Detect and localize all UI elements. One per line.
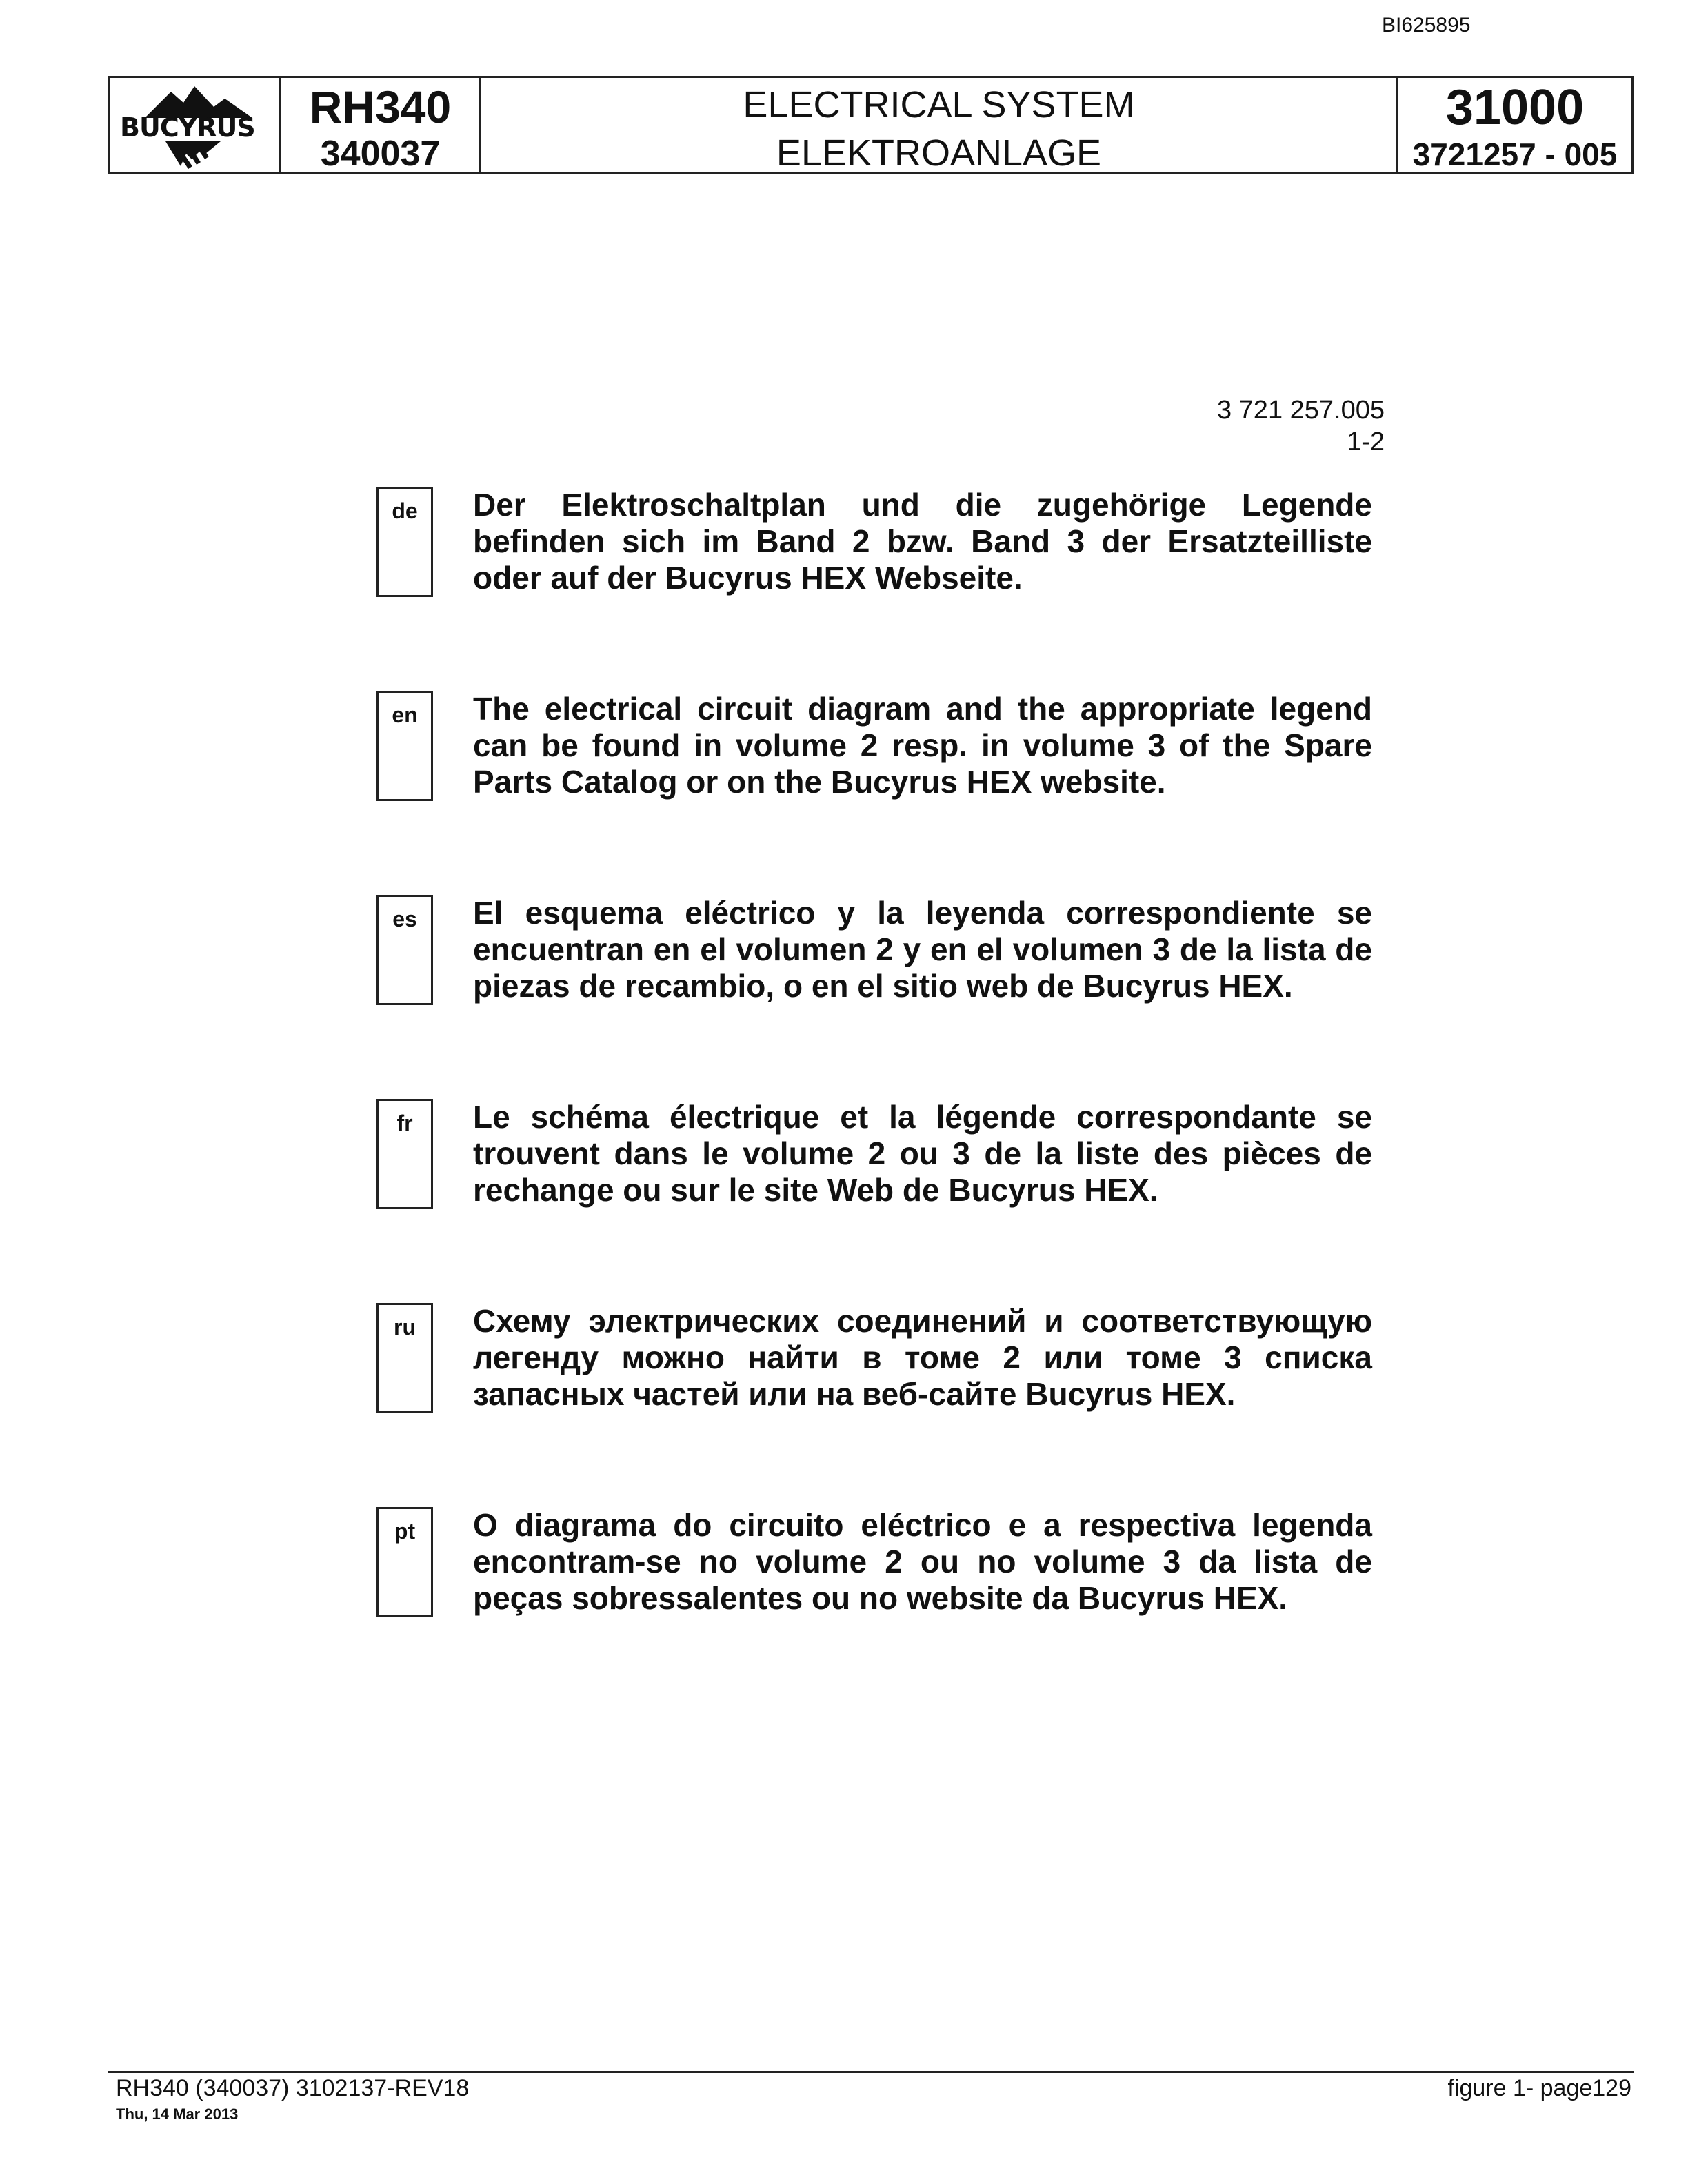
language-block-es bbox=[376, 895, 1372, 1012]
language-code-box: pt bbox=[376, 1507, 433, 1617]
title-german: ELEKTROANLAGE bbox=[776, 132, 1102, 174]
language-code-box: fr bbox=[376, 1099, 433, 1209]
reference-number: 3 721 257.005 bbox=[1216, 396, 1385, 425]
logo-cell bbox=[110, 78, 281, 172]
logo-wordmark: BUCYRUS bbox=[120, 112, 255, 143]
footer-document-ref: RH340 (340037) 3102137-REV18 bbox=[116, 2075, 470, 2101]
title-block bbox=[108, 76, 1634, 174]
number-cell bbox=[1398, 78, 1631, 172]
model-cell bbox=[281, 78, 481, 172]
footer-date: Thu, 14 Mar 2013 bbox=[116, 2105, 239, 2123]
language-text: Le schéma électrique et la légende correspondante se trouvent dans le volume 2 ou 3 de la liste des pièces de rechange ou sur le site Web de Bucyrus HEX. bbox=[473, 1099, 1372, 1208]
language-code-box: de bbox=[376, 487, 433, 597]
language-block-ru bbox=[376, 1303, 1372, 1420]
language-code-box: ru bbox=[376, 1303, 433, 1413]
footer-page-ref: figure 1- page129 bbox=[1447, 2075, 1631, 2101]
title-cell bbox=[481, 78, 1398, 172]
part-number: 3721257 - 005 bbox=[1412, 136, 1618, 172]
footer-divider bbox=[108, 2071, 1634, 2073]
language-text: Схему электрических соединений и соответствующую легенду можно найти в томе 2 или томе 3 списка запасных частей или на веб-сайте Bucyrus HEX. bbox=[473, 1303, 1372, 1412]
reference-block bbox=[1217, 394, 1385, 458]
language-code-box: es bbox=[376, 895, 433, 1005]
language-text: El esquema eléctrico y la leyenda correspondiente se encuentran en el volumen 2 y en el volumen 3 de la lista de piezas de recambio, o en el sitio web de Bucyrus HEX. bbox=[473, 895, 1372, 1004]
title-english: ELECTRICAL SYSTEM bbox=[743, 84, 1135, 125]
language-block-de bbox=[376, 487, 1372, 604]
group-number: 31000 bbox=[1445, 80, 1585, 135]
language-text: Der Elektroschaltplan und die zugehörige Legende befinden sich im Band 2 bzw. Band 3 der Ersatzteilliste oder auf der Bucyrus HEX Webseite. bbox=[473, 487, 1372, 596]
language-text: The electrical circuit diagram and the appropriate legend can be found in volume 2 resp. in volume 3 of the Spare Parts Catalog or on the Bucyrus HEX website. bbox=[473, 691, 1372, 800]
model-number: 340037 bbox=[320, 134, 441, 174]
language-code-box: en bbox=[376, 691, 433, 801]
model-name: RH340 bbox=[309, 81, 452, 132]
language-block-en bbox=[376, 691, 1372, 808]
language-block-fr bbox=[376, 1099, 1372, 1216]
language-text: O diagrama do circuito eléctrico e a respectiva legenda encontram-se no volume 2 ou no volume 3 da lista de peças sobressalentes ou no website da Bucyrus HEX. bbox=[473, 1507, 1372, 1616]
reference-sheet: 1-2 bbox=[1347, 427, 1385, 456]
document-id: BI625895 bbox=[1382, 14, 1471, 37]
language-block-pt bbox=[376, 1507, 1372, 1624]
